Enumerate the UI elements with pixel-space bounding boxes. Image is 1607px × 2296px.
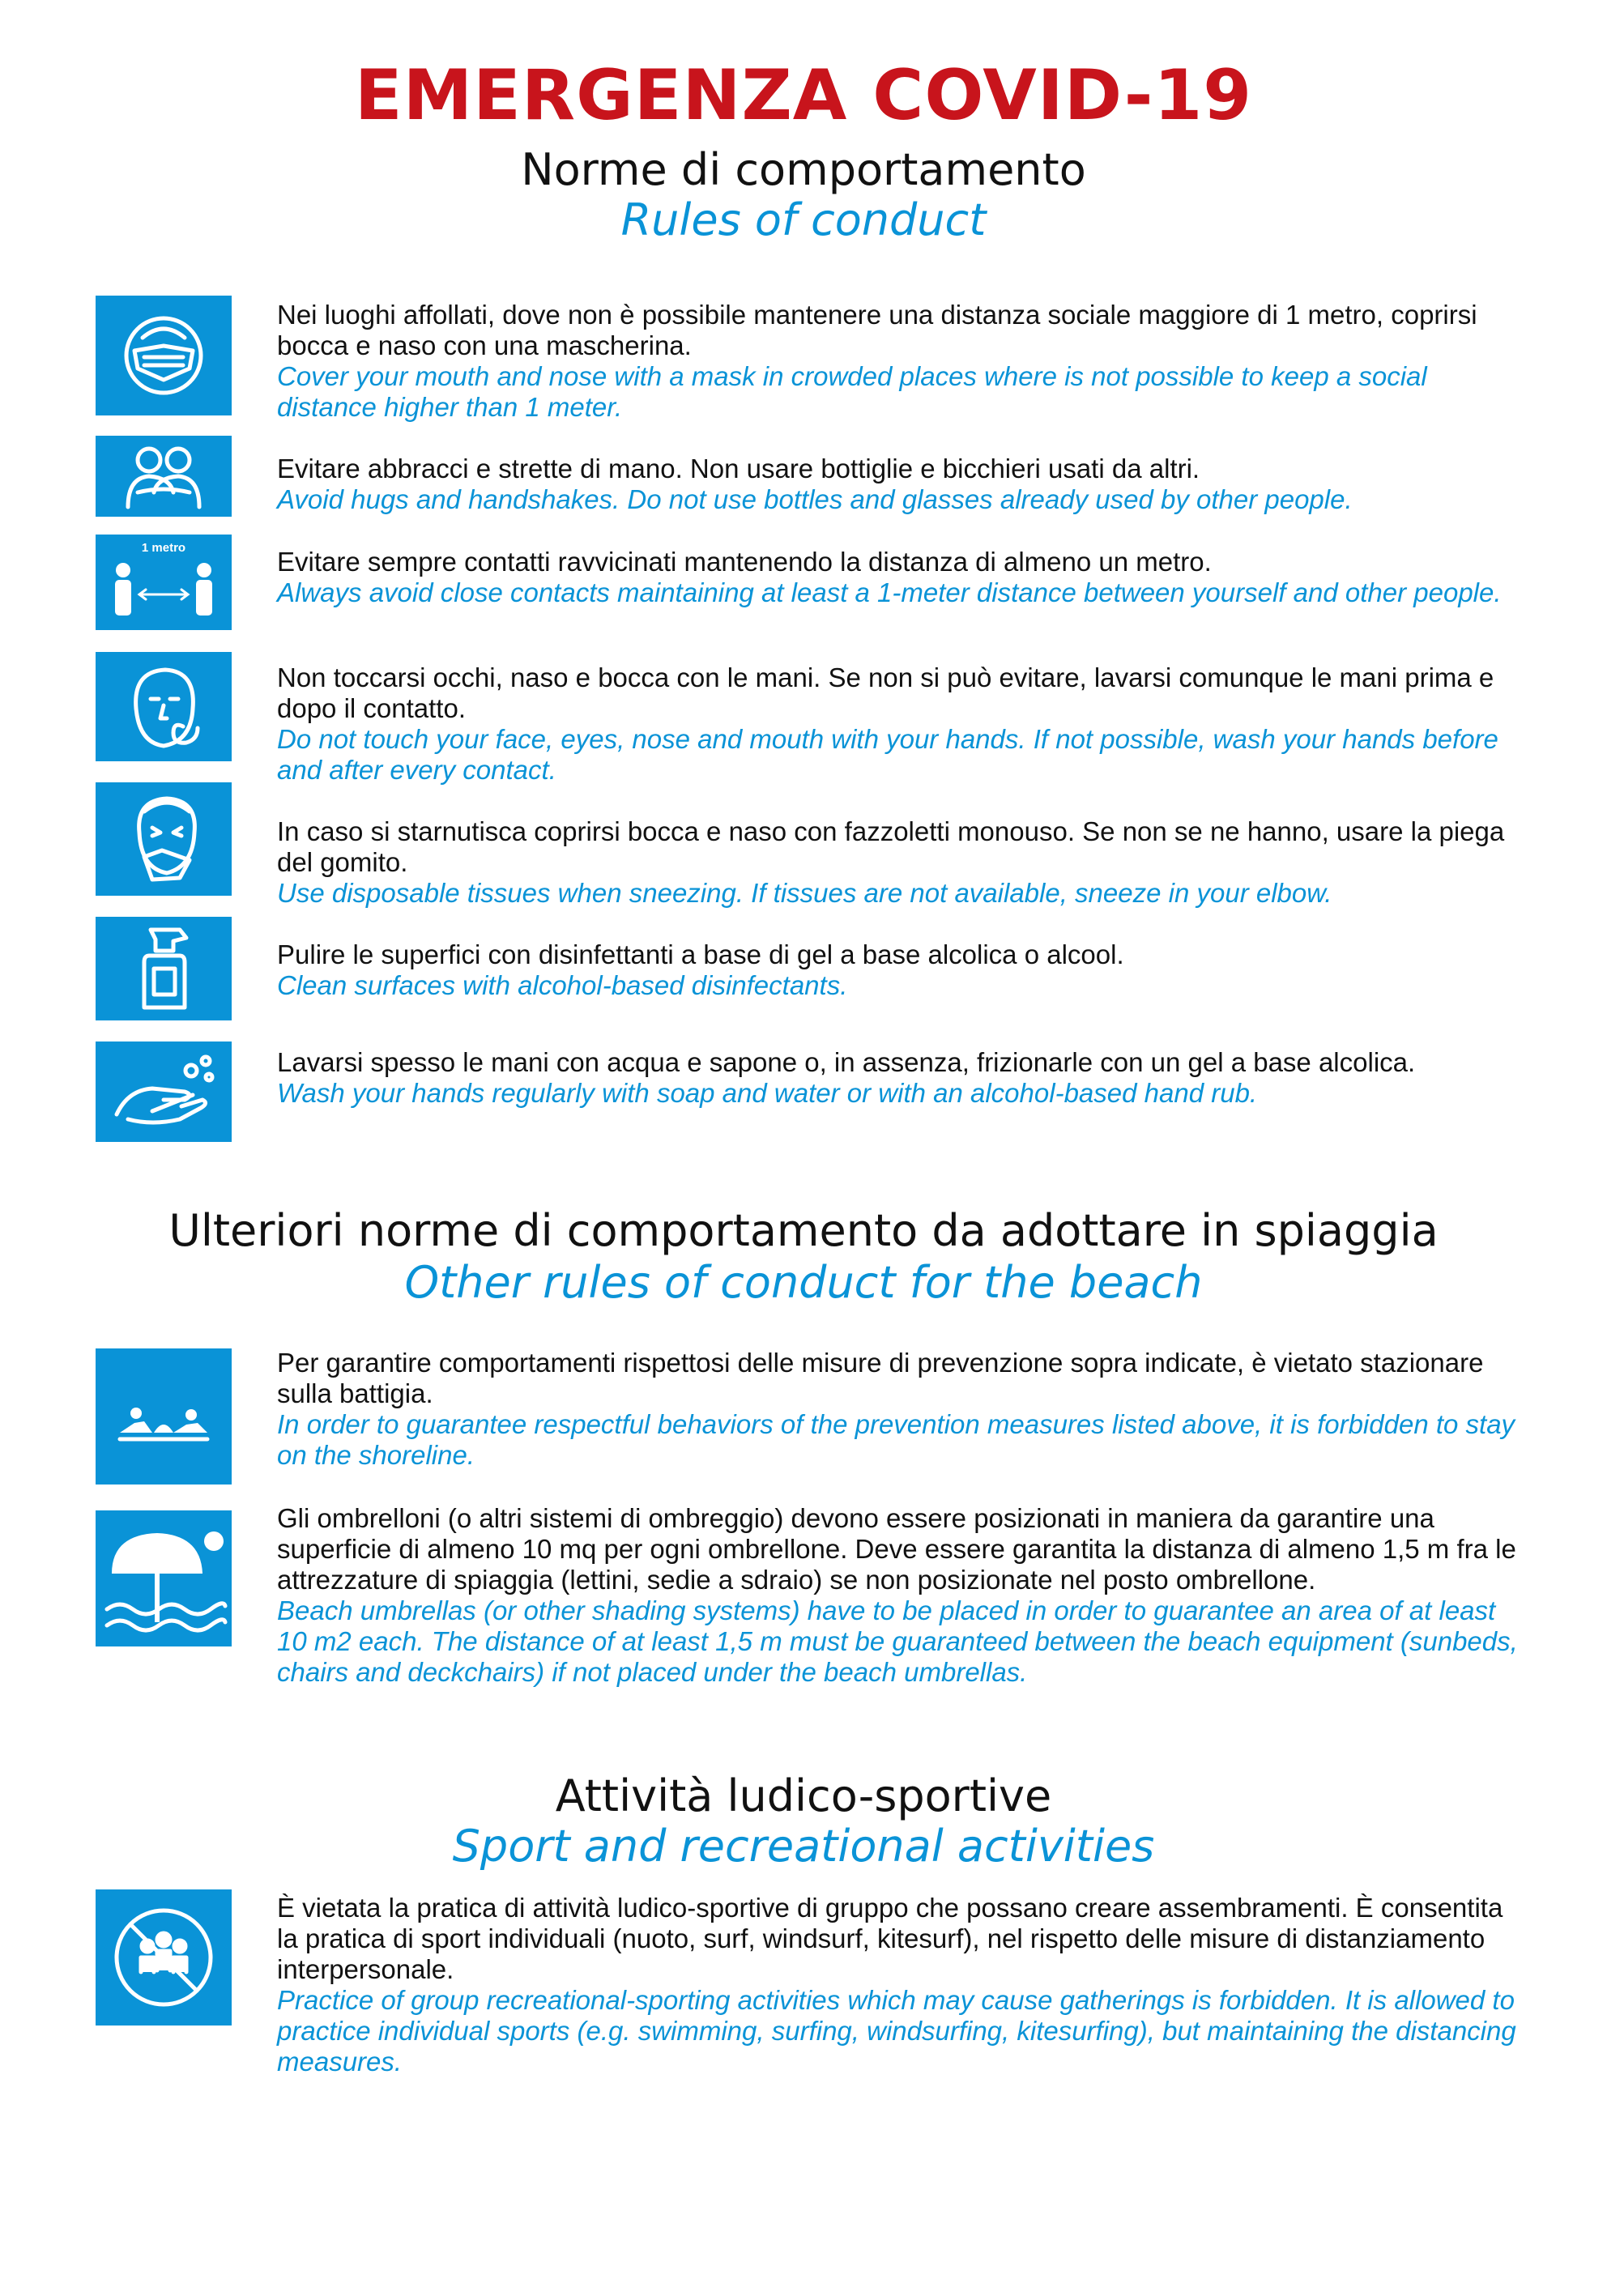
- rule-2: [277, 454, 1524, 515]
- hand-wash-icon: [96, 1042, 232, 1142]
- rule-sport: [277, 1893, 1524, 2077]
- section3-heading-it: Attività ludico-sportive: [555, 1770, 1052, 1821]
- rule-text-en: Wash your hands regularly with soap and water or with an alcohol-based hand rub.: [277, 1078, 1258, 1108]
- rule-text-en: Use disposable tissues when sneezing. If tissues are not available, sneeze in your elbow.: [277, 878, 1332, 908]
- section3-heading-en: Sport and recreational activities: [452, 1821, 1155, 1872]
- rule-text-it: Lavarsi spesso le mani con acqua e sapone o, in assenza, frizionarle con un gel a base alcolica.: [277, 1047, 1416, 1077]
- rule-text-en: Clean surfaces with alcohol-based disinfectants.: [277, 970, 848, 1000]
- rule-text-en: Cover your mouth and nose with a mask in crowded places where is not possible to keep a social distance higher than 1 meter.: [277, 361, 1427, 422]
- rule-1: [277, 300, 1524, 423]
- distance-label: 1 metro: [141, 541, 186, 555]
- rule-text-it: Per garantire comportamenti rispettosi delle misure di prevenzione sopra indicate, è vietato stazionare sulla battigia.: [277, 1348, 1484, 1408]
- rule-text-it: Non toccarsi occhi, naso e bocca con le mani. Se non si può evitare, lavarsi comunque le mani prima e dopo il contatto.: [277, 662, 1494, 723]
- sneeze-icon: [96, 782, 232, 896]
- rule-5: [277, 816, 1524, 909]
- rule-text-en: Beach umbrellas (or other shading systems) have to be placed in order to guarantee an area of at least 10 m2 each. The distance of at least 1,5 m must be guaranteed between the beach equipment (sunbeds, chairs and deckchairs) if not placed under the beach umbrellas.: [277, 1595, 1518, 1687]
- rule-7: [277, 1047, 1524, 1109]
- beach-umbrella-icon: [96, 1510, 232, 1646]
- sunbathers-icon: [96, 1348, 232, 1485]
- section1-heading-it: Norme di comportamento: [521, 144, 1086, 195]
- face-mask-icon: [96, 296, 232, 415]
- section1-heading-en: Rules of conduct: [620, 194, 987, 245]
- rule-text-it: Gli ombrelloni (o altri sistemi di ombreggio) devono essere posizionati in maniera da garantire una superficie di almeno 10 mq per ogni ombrellone. Deve essere garantita la distanza di almeno 1,5 m fra le attrezzature di spiaggia (lettini, sedie a sdraio) se non posizionate nel posto ombrellone.: [277, 1503, 1516, 1595]
- rule-text-it: Pulire le superfici con disinfettanti a base di gel a base alcolica o alcool.: [277, 939, 1124, 969]
- touch-face-icon: [96, 652, 232, 761]
- rule-text-it: In caso si starnutisca coprirsi bocca e naso con fazzoletti monouso. Se non se ne hanno, usare la piega del gomito.: [277, 816, 1505, 877]
- rule-text-en: Do not touch your face, eyes, nose and mouth with your hands. If not possible, wash your hands before and after every contact.: [277, 724, 1498, 785]
- rule-3: [277, 547, 1524, 608]
- rule-text-en: Practice of group recreational-sporting activities which may cause gatherings is forbidden. It is allowed to practice individual sports (e.g. swimming, surfing, windsurfing, kitesurfing), but maintaining the distancing measures.: [277, 1985, 1516, 2077]
- section2-heading-it: Ulteriori norme di comportamento da adottare in spiaggia: [168, 1205, 1439, 1256]
- rule-text-it: Nei luoghi affollati, dove non è possibile mantenere una distanza sociale maggiore di 1 metro, coprirsi bocca e naso con una mascherina.: [277, 300, 1477, 360]
- no-hug-icon: [96, 436, 232, 517]
- distance-icon: [96, 535, 232, 630]
- rule-beach-1: [277, 1348, 1524, 1471]
- spray-bottle-icon: [96, 917, 232, 1020]
- rule-text-en: Always avoid close contacts maintaining at least a 1-meter distance between yourself and other people.: [277, 577, 1502, 607]
- rule-text-en: In order to guarantee respectful behaviors of the prevention measures listed above, it is forbidden to stay on the shoreline.: [277, 1409, 1515, 1470]
- rule-text-it: Evitare sempre contatti ravvicinati mantenendo la distanza di almeno un metro.: [277, 547, 1212, 577]
- rule-beach-2: [277, 1503, 1524, 1688]
- page-title: EMERGENZA COVID-19: [354, 55, 1253, 136]
- rule-text-it: È vietata la pratica di attività ludico-sportive di gruppo che possano creare assembramenti. È consentita la pratica di sport individuali (nuoto, surf, windsurf, kitesurf), nel rispetto delle misure di distanziamento interpersonale.: [277, 1893, 1503, 1984]
- rule-4: [277, 662, 1524, 786]
- no-gathering-icon: [96, 1889, 232, 2026]
- rule-6: [277, 939, 1524, 1001]
- rule-text-it: Evitare abbracci e strette di mano. Non usare bottiglie e bicchieri usati da altri.: [277, 454, 1200, 483]
- section2-heading-en: Other rules of conduct for the beach: [404, 1257, 1203, 1308]
- rule-text-en: Avoid hugs and handshakes. Do not use bottles and glasses already used by other people.: [277, 484, 1353, 514]
